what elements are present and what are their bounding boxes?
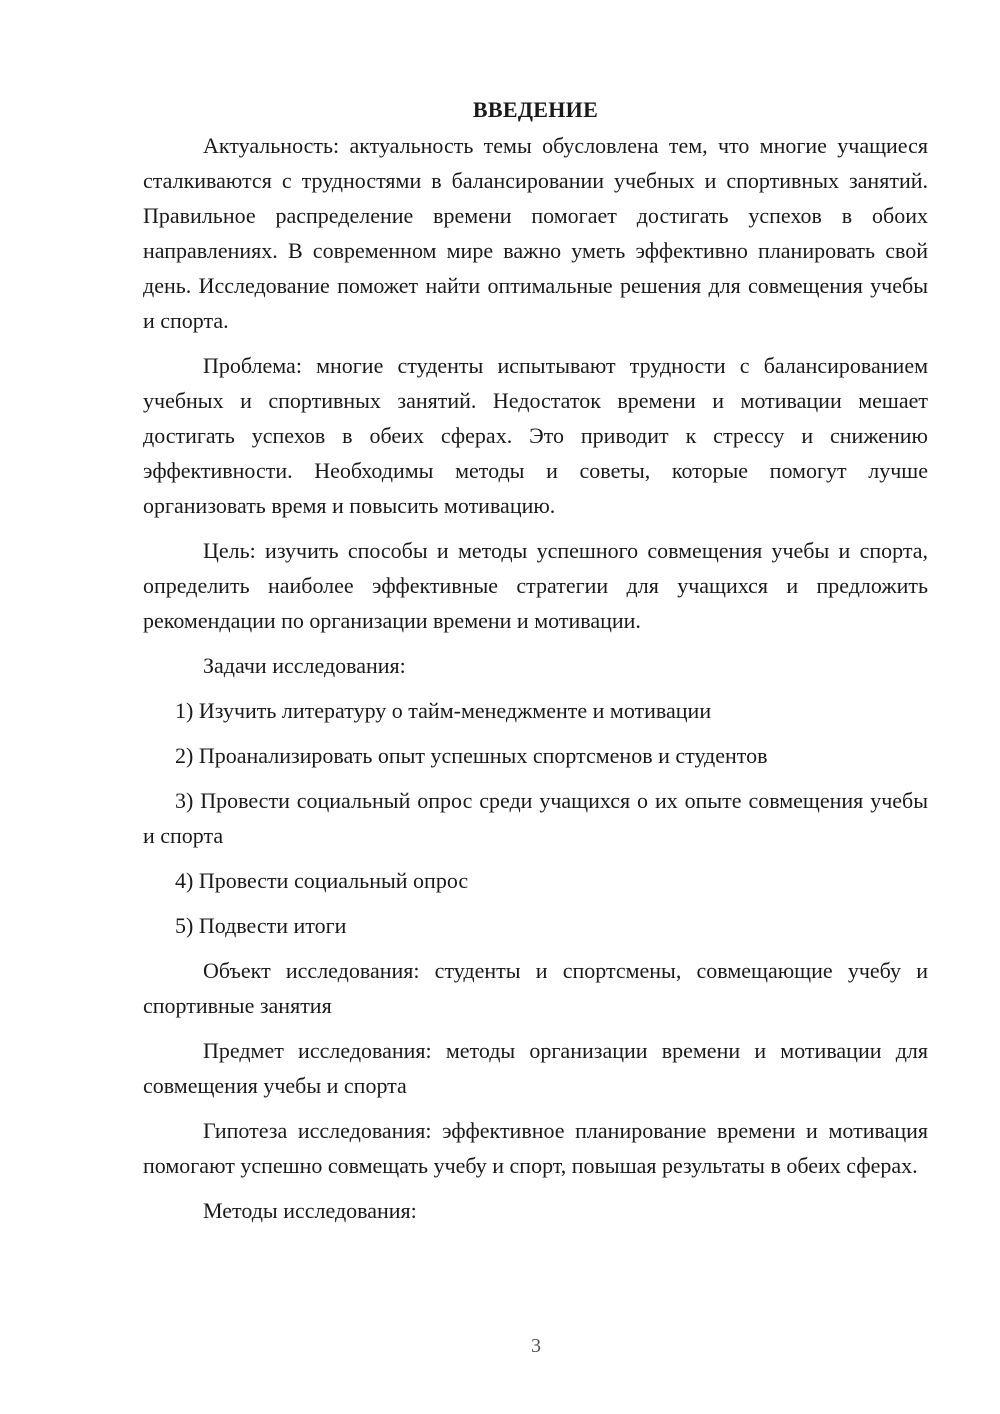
task-item-2: 2) Проанализировать опыт успешных спортсменов и студентов: [175, 743, 768, 768]
hypothesis-paragraph: Гипотеза исследования: эффективное планирование времени и мотивация помогают успешно совмещать учебу и спорт, повышая результаты в обеих сферах.: [143, 1118, 928, 1178]
task-item-4: 4) Провести социальный опрос: [175, 868, 469, 893]
methods-title: Методы исследования:: [203, 1198, 417, 1223]
task-item-5: 5) Подвести итоги: [175, 913, 347, 938]
problem-paragraph: Проблема: многие студенты испытывают трудности с балансированием учебных и спортивных занятий. Недостаток времени и мотивации мешает достигать успехов в обеих сферах. Это приводит к стрессу и снижению эффективности. Необходимы методы и советы, которые помогут лучше организовать время и повысить мотивацию.: [143, 353, 928, 518]
page-content: [143, 94, 928, 1238]
relevance-paragraph: Актуальность: актуальность темы обусловлена тем, что многие учащиеся сталкиваются с трудностями в балансировании учебных и спортивных занятий. Правильное распределение времени помогает достигать успехов в обоих направлениях. В современном мире важно уметь эффективно планировать свой день. Исследование поможет найти оптимальные решения для совмещения учебы и спорта.: [143, 133, 928, 333]
goal-paragraph: Цель: изучить способы и методы успешного совмещения учебы и спорта, определить наиболее эффективные стратегии для учащихся и предложить рекомендации по организации времени и мотивации.: [143, 538, 928, 633]
subject-paragraph: Предмет исследования: методы организации времени и мотивации для совмещения учебы и спорта: [143, 1038, 928, 1098]
task-item-1: 1) Изучить литературу о тайм-менеджменте и мотивации: [175, 698, 712, 723]
page-heading: ВВЕДЕНИЕ: [472, 97, 599, 122]
object-paragraph: Объект исследования: студенты и спортсмены, совмещающие учебу и спортивные занятия: [143, 958, 928, 1018]
page-number: 3: [531, 1335, 541, 1357]
tasks-title: Задачи исследования:: [203, 653, 406, 678]
task-item-3: 3) Провести социальный опрос среди учащихся о их опыте совмещения учебы и спорта: [143, 788, 928, 848]
